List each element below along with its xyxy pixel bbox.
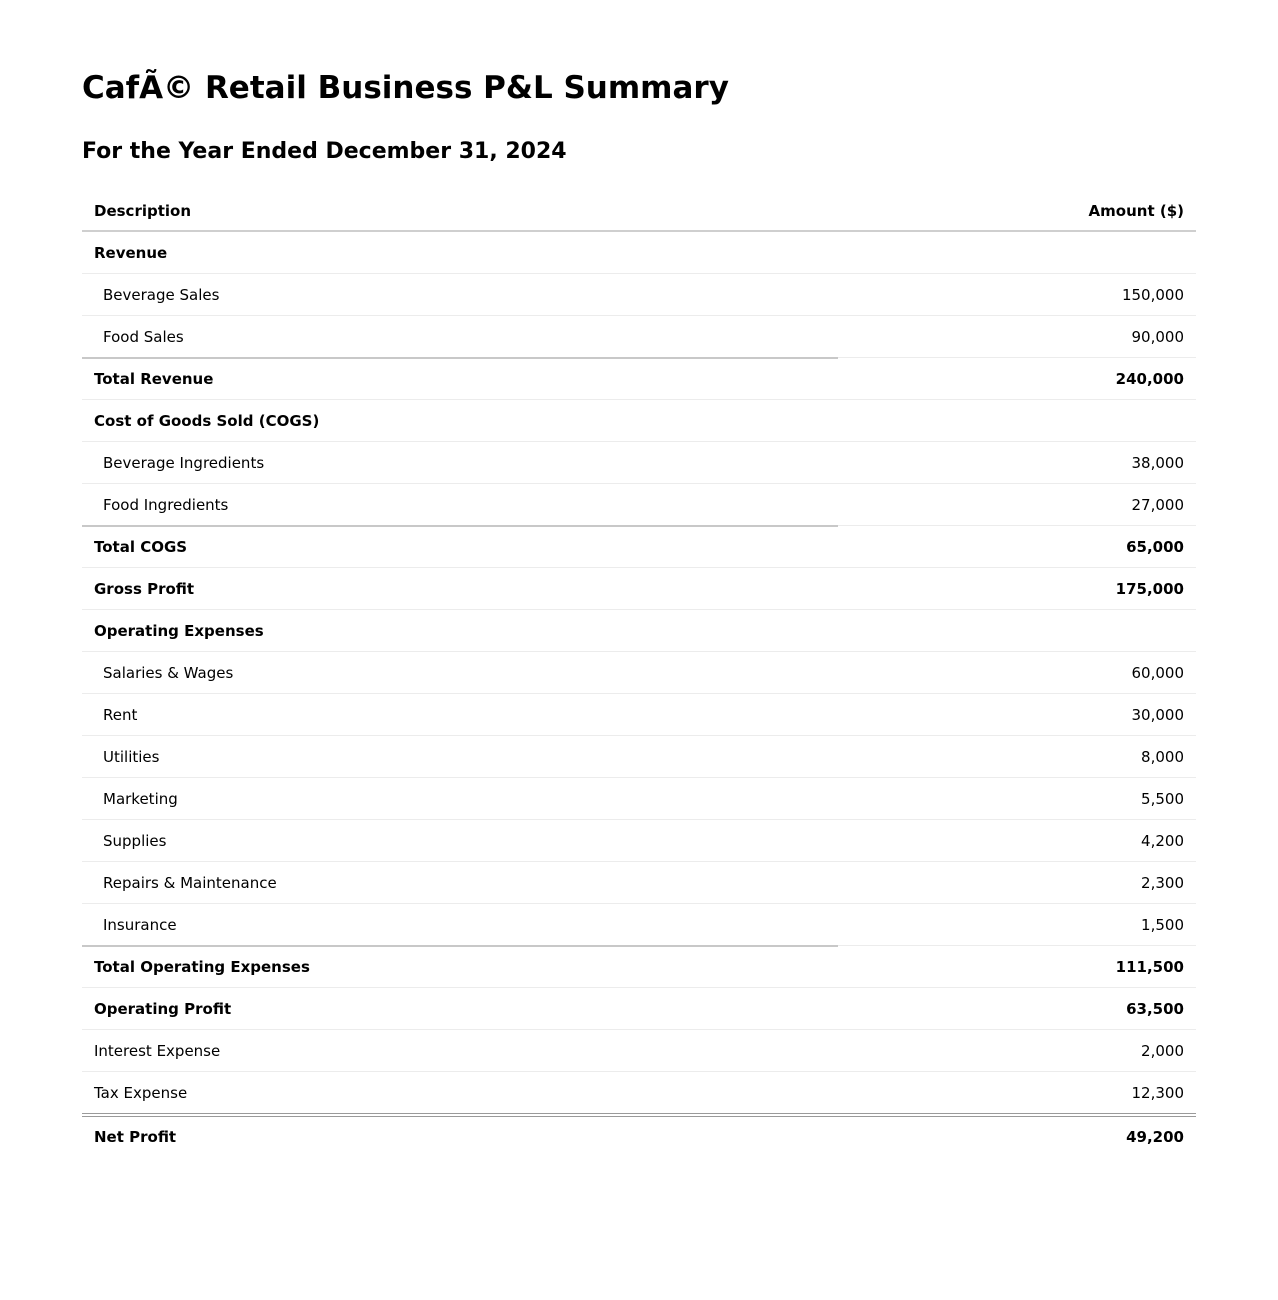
row-description: Marketing [103, 790, 178, 808]
row-description: Revenue [94, 244, 168, 262]
row-description: Food Ingredients [103, 496, 229, 514]
page-title: CafÃ© Retail Business P&L Summary [82, 70, 729, 106]
row-description: Food Sales [103, 328, 184, 346]
net-profit-row [82, 1114, 1196, 1158]
row-description: Interest Expense [94, 1042, 221, 1060]
row-amount: 90,000 [1131, 328, 1184, 346]
total-row-revenue [82, 358, 1196, 400]
row-amount: 2,300 [1141, 874, 1184, 892]
row-description: Tax Expense [94, 1084, 188, 1102]
total-row-operating-expenses [82, 946, 1196, 988]
row-amount: 60,000 [1131, 664, 1184, 682]
row-description: Insurance [103, 916, 177, 934]
line-item-insurance [82, 904, 1196, 946]
section-row-revenue [82, 232, 1196, 274]
row-description: Total Operating Expenses [94, 958, 310, 976]
row-description: Operating Profit [94, 1000, 232, 1018]
line-item-food-sales [82, 316, 1196, 358]
row-description: Gross Profit [94, 580, 195, 598]
total-row-cogs [82, 526, 1196, 568]
section-row-cogs [82, 400, 1196, 442]
row-amount: 30,000 [1131, 706, 1184, 724]
row-description: Supplies [103, 832, 167, 850]
column-header-amount: Amount ($) [1088, 202, 1184, 220]
row-description: Beverage Ingredients [103, 454, 265, 472]
row-amount: 175,000 [1115, 580, 1184, 598]
row-amount: 5,500 [1141, 790, 1184, 808]
report-period: For the Year Ended December 31, 2024 [82, 139, 567, 164]
row-amount: 27,000 [1131, 496, 1184, 514]
row-description: Salaries & Wages [103, 664, 234, 682]
column-header-description: Description [94, 202, 192, 220]
line-item-repairs-maintenance [82, 862, 1196, 904]
total-row-gross-profit [82, 568, 1196, 610]
line-item-salaries-wages [82, 652, 1196, 694]
row-description: Operating Expenses [94, 622, 264, 640]
row-amount: 150,000 [1121, 286, 1184, 304]
row-amount: 8,000 [1141, 748, 1184, 766]
row-amount: 63,500 [1126, 1000, 1184, 1018]
line-item-beverage-sales [82, 274, 1196, 316]
row-description: Cost of Goods Sold (COGS) [94, 412, 320, 430]
row-amount: 65,000 [1126, 538, 1184, 556]
row-description: Total COGS [94, 538, 188, 556]
row-amount: 4,200 [1141, 832, 1184, 850]
row-description: Rent [103, 706, 138, 724]
line-item-beverage-ingredients [82, 442, 1196, 484]
section-row-operating-expenses [82, 610, 1196, 652]
row-description: Utilities [103, 748, 160, 766]
row-amount: 2,000 [1141, 1042, 1184, 1060]
total-row-operating-profit [82, 988, 1196, 1030]
line-item-supplies [82, 820, 1196, 862]
row-amount: 49,200 [1126, 1128, 1184, 1146]
pl-table [82, 190, 1196, 1158]
row-amount: 1,500 [1141, 916, 1184, 934]
row-amount: 111,500 [1115, 958, 1184, 976]
row-amount: 38,000 [1131, 454, 1184, 472]
row-description: Total Revenue [94, 370, 214, 388]
line-item-tax-expense [82, 1072, 1196, 1114]
line-item-marketing [82, 778, 1196, 820]
row-description: Beverage Sales [103, 286, 220, 304]
row-amount: 12,300 [1131, 1084, 1184, 1102]
table-header-row [82, 190, 1196, 232]
row-description: Net Profit [94, 1128, 177, 1146]
line-item-interest-expense [82, 1030, 1196, 1072]
line-item-rent [82, 694, 1196, 736]
line-item-utilities [82, 736, 1196, 778]
line-item-food-ingredients [82, 484, 1196, 526]
row-amount: 240,000 [1115, 370, 1184, 388]
row-description: Repairs & Maintenance [103, 874, 277, 892]
